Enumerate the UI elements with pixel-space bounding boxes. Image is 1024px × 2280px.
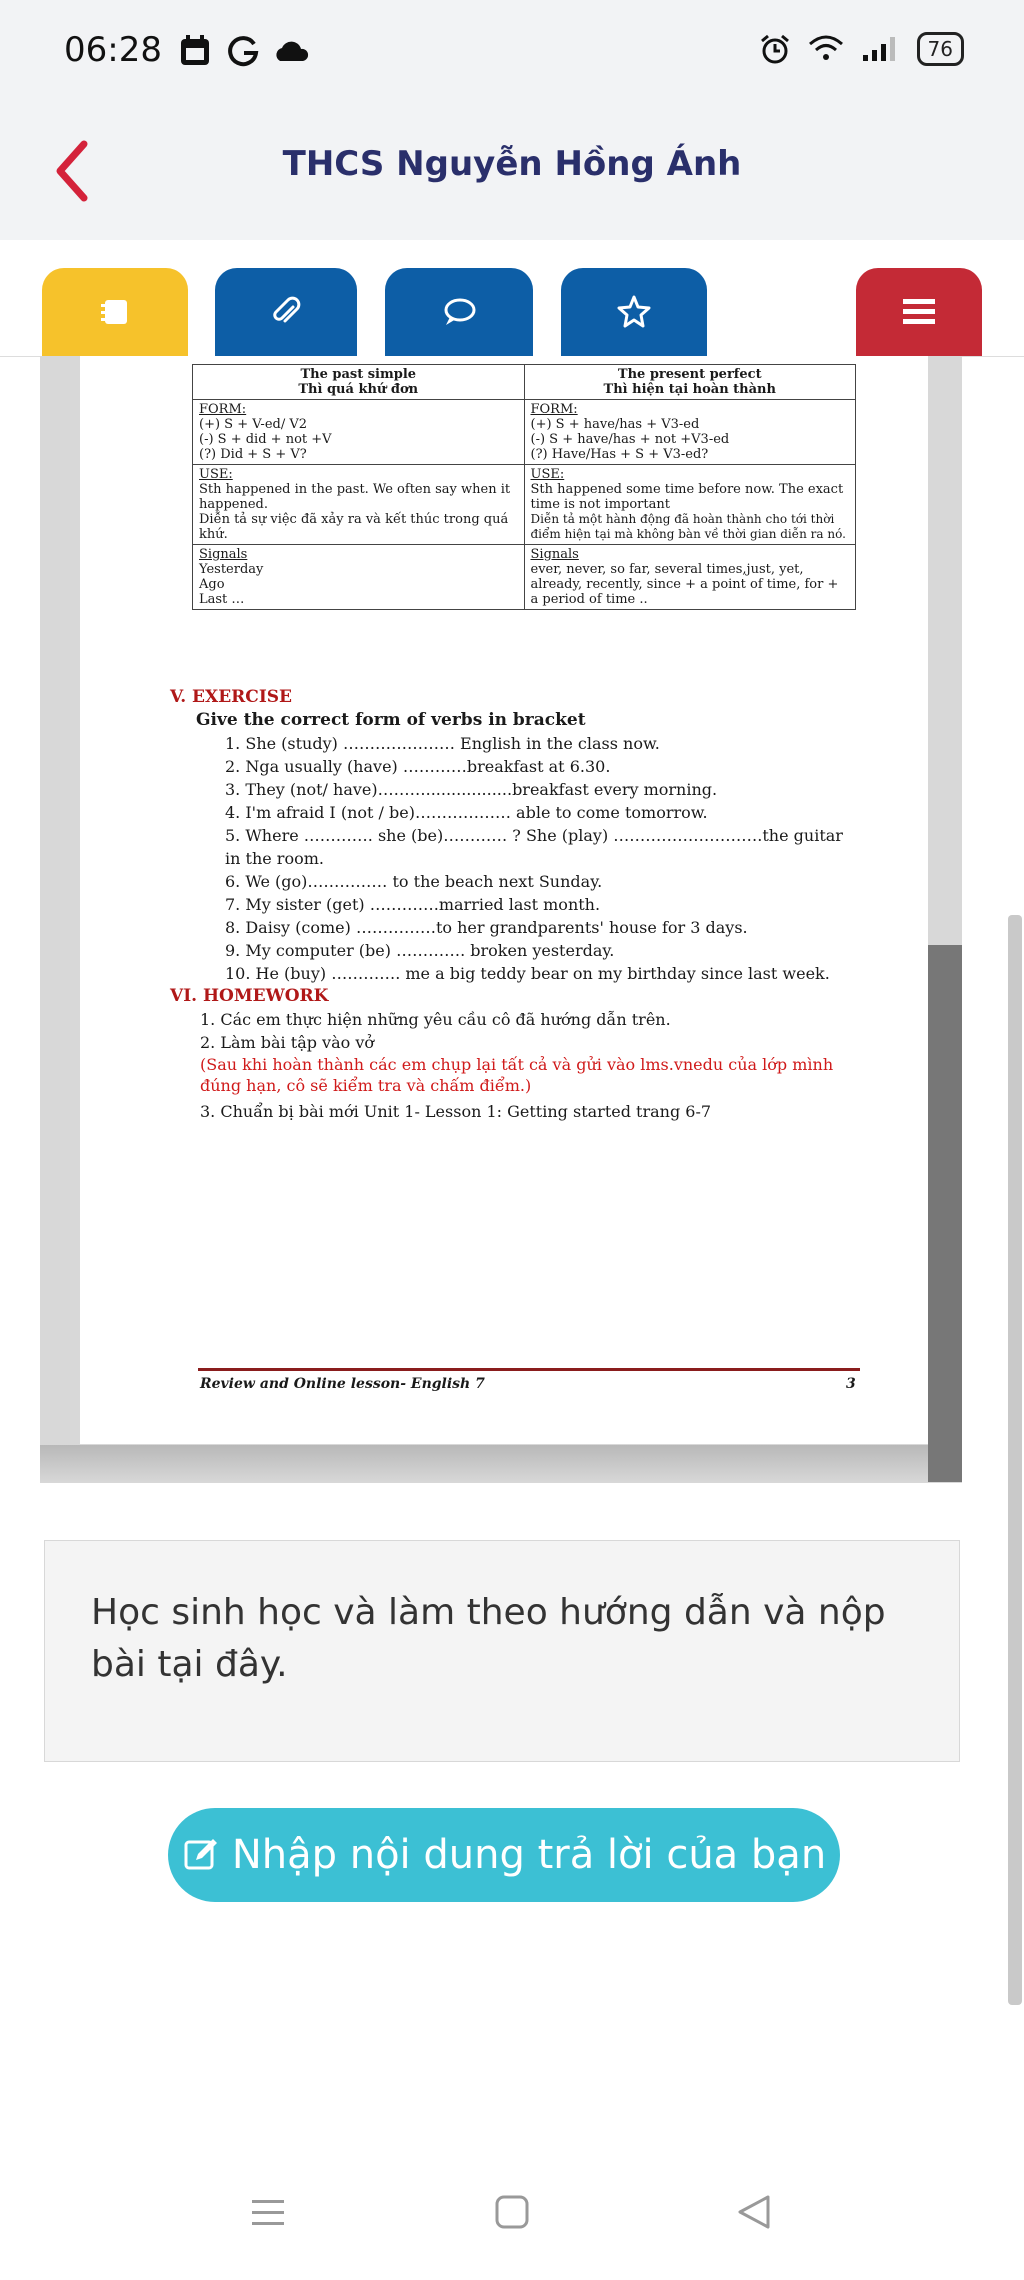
use-line: Diễn tả một hành động đã hoàn thành cho tới thời điểm hiện tại mà không bàn về thời gian diễn ra nó. <box>530 512 846 541</box>
cloud-icon <box>274 37 310 65</box>
exercise-instruction: Give the correct form of verbs in bracket <box>196 710 586 730</box>
form-line: (+) S + V-ed/ V2 <box>199 417 308 432</box>
table-heading-past-simple-vi: Thì quá khứ đơn <box>298 382 419 397</box>
form-line: (+) S + have/has + V3-ed <box>530 417 700 432</box>
tab-comments[interactable] <box>385 268 533 356</box>
page-number: 3 <box>846 1376 856 1392</box>
use-label: USE: <box>199 467 233 482</box>
form-line: (-) S + did + not +V <box>199 432 332 447</box>
exercise-item: 3. They (not/ have)……….................breakfast every morning. <box>225 780 718 799</box>
tab-menu[interactable] <box>856 268 982 356</box>
exercise-item: 9. My computer (be) …………. broken yesterday. <box>225 941 615 960</box>
enter-answer-button[interactable] <box>168 1808 840 1902</box>
signal-icon <box>861 35 901 63</box>
app-bar <box>0 100 1024 240</box>
star-icon <box>616 294 652 330</box>
signals-label: Signals <box>530 547 579 562</box>
signals-label: Signals <box>199 547 248 562</box>
notebook-icon <box>98 295 132 329</box>
tab-lesson[interactable] <box>42 268 188 356</box>
chat-bubble-icon <box>441 295 477 329</box>
status-system-icons <box>759 32 964 66</box>
edit-icon <box>182 1836 220 1874</box>
use-line: Sth happened some time before now. The exact time is not important <box>530 482 844 512</box>
status-notification-icons <box>178 34 310 68</box>
page-footer-text: Review and Online lesson- English 7 <box>200 1376 485 1392</box>
exercise-item: 7. My sister (get) ………….married last month. <box>225 895 601 914</box>
enter-answer-label: Nhập nội dung trả lời của bạn <box>231 1832 827 1878</box>
wifi-icon <box>807 34 845 64</box>
tab-bar <box>0 240 1024 357</box>
use-line: Diễn tả sự việc đã xảy ra và kết thúc trong quá khứ. <box>199 512 509 542</box>
page-footer-divider <box>198 1368 860 1371</box>
home-icon[interactable] <box>494 2194 530 2230</box>
use-label: USE: <box>530 467 565 482</box>
form-label: FORM: <box>530 402 578 417</box>
form-line: (-) S + have/has + not +V3-ed <box>530 432 730 447</box>
g-logo-icon <box>226 34 260 68</box>
homework-item: 2. Làm bài tập vào vở <box>200 1033 375 1052</box>
exercise-item: 1. She (study) ………………… English in the class now. <box>225 734 660 753</box>
back-nav-icon[interactable] <box>736 2194 772 2230</box>
signal-line: Ago <box>199 577 225 592</box>
signal-line: Yesterday <box>199 562 264 577</box>
paperclip-icon <box>269 295 303 329</box>
form-line: (?) Did + S + V? <box>199 447 307 462</box>
homework-item: 1. Các em thực hiện những yêu cầu cô đã hướng dẫn trên. <box>200 1010 671 1029</box>
alarm-icon <box>759 33 791 65</box>
instruction-box <box>44 1540 960 1762</box>
exercise-item: 5. Where …………. she (be)………… ? She (play) ……………………….the guitar in the room. <box>225 826 843 868</box>
table-heading-present-perfect: The present perfect <box>617 367 762 382</box>
calendar-icon <box>178 34 212 68</box>
grammar-table <box>192 364 856 610</box>
homework-note: (Sau khi hoàn thành các em chụp lại tất cả và gửi vào lms.vnedu của lớp mình đúng hạn, cô sẽ kiểm tra và chấm điểm.) <box>200 1055 834 1095</box>
battery-indicator: 76 <box>917 32 964 66</box>
exercise-item: 2. Nga usually (have) …………breakfast at 6.30. <box>225 757 611 776</box>
form-label: FORM: <box>199 402 247 417</box>
table-heading-present-perfect-vi: Thì hiện tại hoàn thành <box>603 382 776 397</box>
status-time: 06:28 <box>64 30 162 70</box>
signal-line: ever, never, so far, several times,just, yet, already, recently, since + a point of time, for + a period of time .. <box>530 562 839 607</box>
signal-line: Last … <box>199 592 245 607</box>
form-line: (?) Have/Has + S + V3-ed? <box>530 447 709 462</box>
menu-icon <box>901 297 937 327</box>
document-viewer-shadow <box>40 1445 962 1483</box>
exercise-item: 4. I'm afraid I (not / be)……………… able to come tomorrow. <box>225 803 708 822</box>
homework-item: 3. Chuẩn bị bài mới Unit 1- Lesson 1: Getting started trang 6-7 <box>200 1102 712 1121</box>
table-heading-past-simple: The past simple <box>300 367 417 382</box>
document-scrollbar[interactable] <box>928 945 962 1482</box>
homework-heading: VI. HOMEWORK <box>170 986 329 1006</box>
document-page <box>80 356 928 1444</box>
instruction-text: Học sinh học và làm theo hướng dẫn và nộp bài tại đây. <box>91 1592 886 1685</box>
exercise-item: 10. He (buy) …………. me a big teddy bear on my birthday since last week. <box>225 964 830 983</box>
page-scrollbar[interactable] <box>1008 915 1022 2005</box>
status-bar <box>0 0 1024 100</box>
exercise-item: 8. Daisy (come) ……………to her grandparents' house for 3 days. <box>225 918 748 937</box>
tab-attachments[interactable] <box>215 268 357 356</box>
exercise-heading: V. EXERCISE <box>170 687 293 707</box>
tab-favorite[interactable] <box>561 268 707 356</box>
recent-apps-icon[interactable] <box>250 2194 286 2230</box>
page-title: THCS Nguyễn Hồng Ánh <box>282 144 742 184</box>
exercise-item: 6. We (go)…………… to the beach next Sunday. <box>225 872 603 891</box>
system-nav-bar <box>0 2180 1024 2260</box>
use-line: Sth happened in the past. We often say when it happened. <box>199 482 511 512</box>
